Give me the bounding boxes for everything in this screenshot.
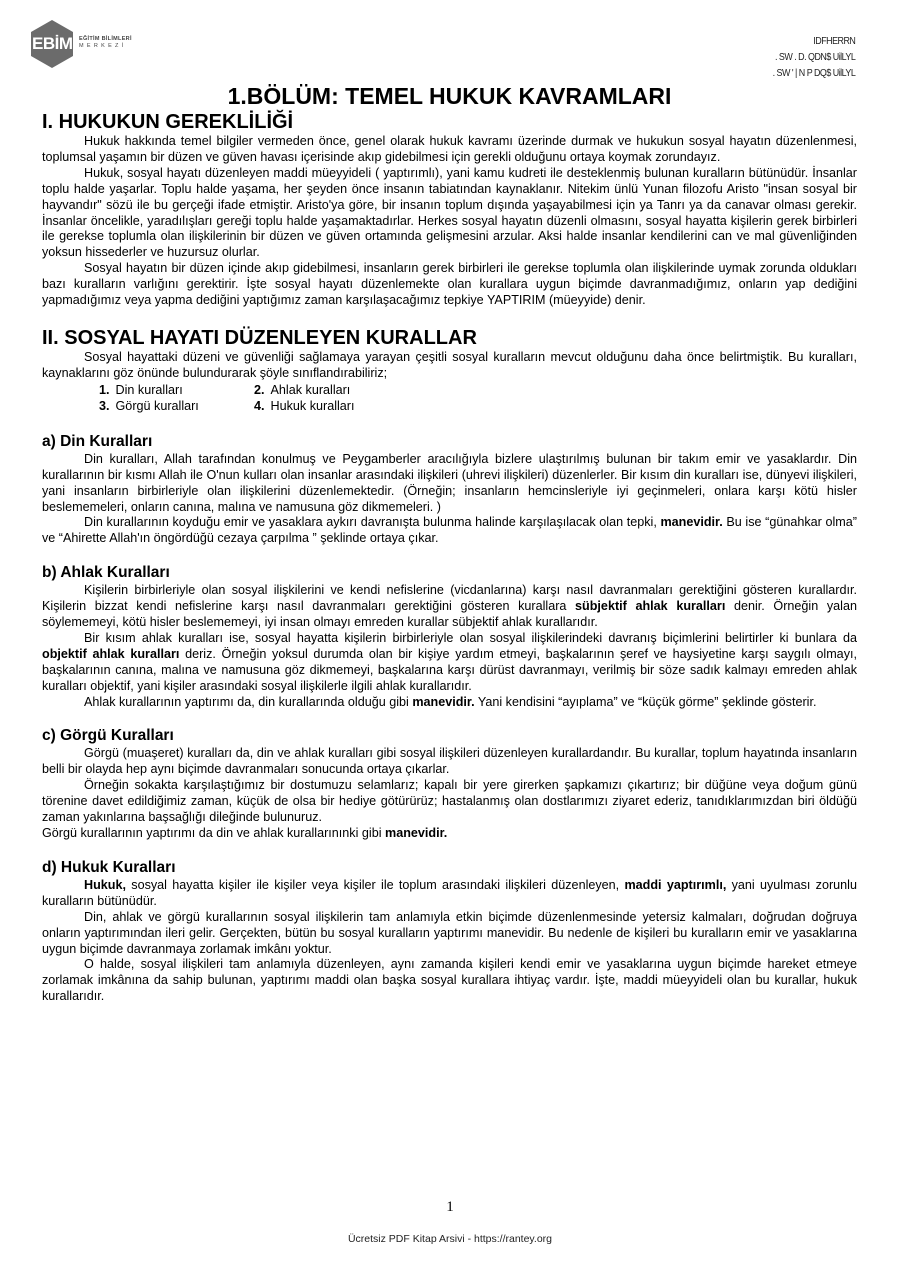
bold-text: manevidir. <box>385 826 448 840</box>
section-heading-sosyal-hayat: II. SOSYAL HAYATI DÜZENLEYEN KURALLAR <box>42 326 477 349</box>
paragraph: Örneğin sokakta karşılaştığımız bir dostumuzu selamlarız; kapalı bir yere girerken şapkamızı çıkartırız; bir düğüne veya doğum günü törenine davet edildiğimiz zaman, küçük de olsa bir hediye götürürüz; hastalanmış olan dostlarımızı ziyaret ederiz, tanıdıklarımızdan biri öldüğü zaman yakınlarına başsağlığı dileğinde bulunuruz. <box>42 778 857 825</box>
list-item <box>99 398 254 414</box>
paragraph: Din kuralları, Allah tarafından konulmuş ve Peygamberler aracılığıyla bizlere ulaştırılmış bulunan bir takım emir ve yasaklardır. Din kurallarının bir kısmı Allah ile O'nun kulları olan insanlar arasındaki ilişkileri (uhrevi ilişkileri) düzenlerler. Bir kısım din kuralları ise, dünyevi ilişkileri, yani insanların birbirleriyle olan ilişkilerini düzenlemektedir. (Örneğin; insanların hemcinsleriyle iyi geçinmeleri, onlara karşı kötü hisler beslememeleri, onların canına, malına ve namusuna göz dikmemeleri. ) <box>42 451 857 514</box>
logo-subtitle <box>79 36 132 50</box>
text-run: yani uyulması zorunlu kuralların bütünüdür. <box>42 877 857 908</box>
paragraph <box>42 515 857 547</box>
document-content <box>42 82 857 1005</box>
text-run: Kişilerin birbirleriyle olan sosyal ilişkilerini ve kendi nefislerine (vicdanlarına) karşı nasıl davranmaları gerektiğini gösteren kurallardır. Kişilerin bizzat kendi nefislerine karşı nasıl davranmaları gerektiğini gösteren kurallara <box>42 583 857 614</box>
bold-text: manevidir. <box>412 694 475 709</box>
header-right-line2: . SW . D. QDN$ UilLYL <box>774 51 855 63</box>
bold-text: maddi yaptırımlı, <box>624 877 727 892</box>
text-run: Bir kısım ahlak kuralları ise, sosyal hayatta kişilerin birbirleriyle olan sosyal ilişkilerindeki davranış biçimlerini belirtirler ki bunlara da <box>84 630 857 645</box>
paragraph <box>42 878 857 910</box>
list-item <box>99 382 254 398</box>
list-label: Hukuk kuralları <box>270 398 355 413</box>
list-item <box>254 382 414 398</box>
list-number: 1. <box>99 382 110 397</box>
list-label: Din kuralları <box>115 382 183 397</box>
subsection-heading-hukuk: d) Hukuk Kuralları <box>42 858 176 876</box>
logo-text: EBİM <box>32 34 73 53</box>
paragraph: Sosyal hayatın bir düzen içinde akıp gidebilmesi, insanların gerek birbirleri ile gerekse toplumla olan ilişkilerinde uymak zorunda oldukları bazı kuralların varlığını gerektirir. İşte sosyal hayatı düzenlemekte olan kurallara uygun biçimde davranmadığımız, onların yap dediğini yapmadığımız veya yapma dediğini yaptığımız zaman karşılaşacağımız tepkiye YAPTIRIM (müeyyide) denir. <box>42 261 857 308</box>
text-run: sosyal hayatta kişiler ile kişiler veya kişiler ile toplum arasındaki ilişkileri düzenleyen, <box>126 877 625 892</box>
text-run: denir. Örneğin yalan söylememeyi, kötü hisler beslememeyi, iyi insan olmayı emreden kurallar sübjektif ahlak kurallarıdır. <box>42 599 857 630</box>
text-run: Ahlak kurallarının yaptırımı da, din kurallarında olduğu gibi <box>84 694 413 709</box>
bold-text: sübjektif ahlak kuralları <box>575 599 726 614</box>
header-right-line1: IDFHERRN <box>812 35 855 47</box>
logo-subtitle-line2: MERKEZİ <box>79 43 127 49</box>
paragraph: Hukuk hakkında temel bilgiler vermeden önce, genel olarak hukuk kavramı üzerinde durmak ve hukukun sosyal hayatın düzenlenmesi, toplumsal yaşamın bir düzen ve güven havası içerisinde akıp gidebilmesi için gerekli olduğunu ortaya koymak zorundayız. <box>42 134 857 164</box>
subsection-heading-din: a) Din Kuralları <box>42 432 153 450</box>
list-label: Ahlak kuralları <box>270 382 351 397</box>
list-label: Görgü kuralları <box>115 398 199 413</box>
page-title: 1.BÖLÜM: TEMEL HUKUK KAVRAMLARI <box>227 83 672 109</box>
text-run: deriz. Örneğin yoksul durumda olan bir kişiye yardım etmeyi, başkalarının şeref ve haysiyetine karşı saygılı olmayı, başkalarının canına, malına ve namusuna göz dikmemeyi, başkalarına karşı dürüst davranmayı, verilmiş bir söze sadık kalmayı emreden ahlak kuralları objektif, yani kişiler arasındaki sosyal ilişkilerle ilgili ahlak kurallarıdır. <box>42 646 857 693</box>
text-run: Din kurallarının koyduğu emir ve yasaklara aykırı davranışta bulunma halinde karşılaşılacak olan tepki, <box>84 515 661 530</box>
logo-subtitle-line1: EĞİTİM BİLİMLERİ <box>79 36 132 42</box>
paragraph <box>42 631 857 695</box>
subsection-heading-gorgu: c) Görgü Kuralları <box>42 727 174 745</box>
paragraph <box>42 583 857 631</box>
rules-list <box>99 382 857 414</box>
paragraph <box>42 826 857 842</box>
header-right-block <box>772 33 855 81</box>
text-run: Yani kendisini “ayıplama” ve “küçük görme” şeklinde gösterir. <box>474 694 817 709</box>
list-number: 4. <box>254 398 265 413</box>
bold-text: objektif ahlak kuralları <box>42 646 180 661</box>
paragraph: Hukuk, sosyal hayatı düzenleyen maddi müeyyideli ( yaptırımlı), yani kamu kudreti ile desteklenmiş bulunan kuralların bütünüdür. İnsanlar toplu halde yaşarlar. Toplu halde yaşama, her şeyden önce insanın tabiatından kaynaklanır. Nitekim ünlü Yunan filozofu Aristo "insan sosyal bir hayvandır" sözü ile bu gerçeği ifade etmiştir. Aristo'ya göre, bir insanın toplum dışında yaşayabilmesi için ya Tanrı ya da canavar olması gerekir. İnsanlar öncelikle, yaradılışları gereği toplu halde yaşamaktadırlar. Herkes sosyal hayatın düzenli olmasını, sosyal hayatta kişilerin gerek birbirleri ile gerekse toplumla olan ilişkilerinin bir düzen ve güven ortamında gelişmesini arzular. Aksi halde insanlar kendilerini can ve mal güvenliğinden yoksun hissederler ve huzursuz olurlar. <box>42 165 857 260</box>
text-run: Görgü kurallarının yaptırımı da din ve ahlak kurallarınınki gibi <box>42 826 385 840</box>
text-run: Bu ise “günahkar olma” ve “Ahirette Allah'ın öngördüğü cezaya çarpılma ” şeklinde ortaya çıkar. <box>42 515 858 546</box>
bold-text: Hukuk, <box>84 877 126 892</box>
footer-text: Ücretsiz PDF Kitap Arsivi - https://rantey.org <box>347 1233 553 1245</box>
bold-text: manevidir. <box>660 515 723 530</box>
paragraph: O halde, sosyal ilişkileri tam anlamıyla düzenleyen, aynı zamanda kişileri kendi emir ve yasaklarına uygun biçimde hareket etmeye zorlamak imkânına da sahip bulunan, yaptırımı maddi olan başka sosyal kurallara ihtiyaç vardır. İşte, maddi müeyyideli olan bu kurallar, hukuk kurallarıdır. <box>42 957 857 1004</box>
paragraph: Görgü (muaşeret) kuralları da, din ve ahlak kuralları gibi sosyal ilişkileri düzenleyen kurallardandır. Bu kurallar, toplum hayatında insanların belli bir olayda hep aynı biçimde davranmaları sonucunda ortaya çıkarlar. <box>42 746 857 777</box>
list-item <box>254 398 414 414</box>
paragraph: Sosyal hayattaki düzeni ve güvenliği sağlamaya yarayan çeşitli sosyal kuralların mevcut olduğunu daha önce belirtmiştik. Bu kuralları, kaynaklarını göz önünde bulundurarak şöyle sınıflandırabiliriz; <box>42 349 857 380</box>
subsection-heading-ahlak: b) Ahlak Kuralları <box>42 564 170 582</box>
paragraph <box>42 695 857 711</box>
ebim-logo <box>30 19 150 69</box>
page-number: 1 <box>446 1199 454 1215</box>
header-right-line3: . SW ' | N P DQ$ UilLYL <box>772 67 855 79</box>
section-heading-hukukun-gerekliligi: I. HUKUKUN GEREKLİLİĞİ <box>42 111 294 133</box>
list-number: 2. <box>254 382 265 397</box>
list-number: 3. <box>99 398 110 413</box>
paragraph: Din, ahlak ve görgü kurallarının sosyal ilişkilerin tam anlamıyla etkin biçimde düzenlenmesinde yetersiz kalmaları, doğrudan doğruya onların yaptırımından ileri gelir. Gerçekten, bütün bu sosyal kuralların yaptırımı manevidir. Bu nedenle de kişileri bu kuralların emir ve yasaklarına uygun biçimde davranmaya zorlamak imkânı yoktur. <box>42 909 857 956</box>
